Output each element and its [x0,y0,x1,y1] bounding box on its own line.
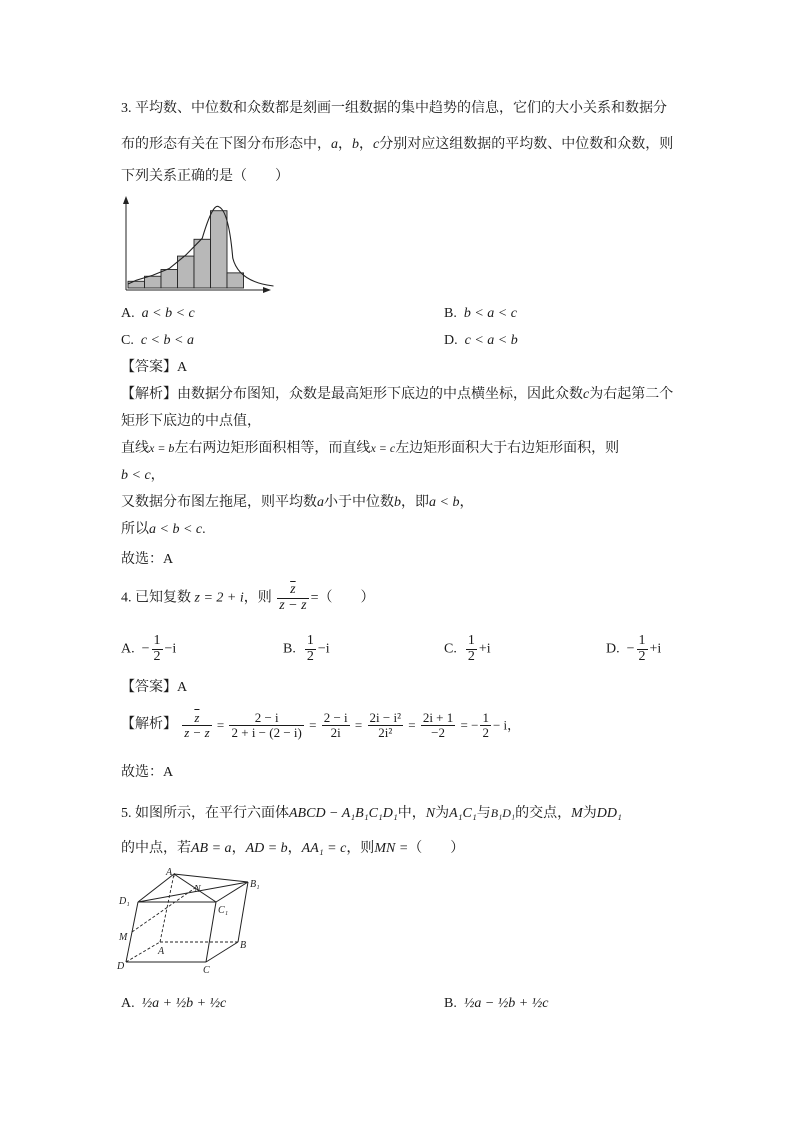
x-axis-arrow-icon [263,287,271,293]
q5-point-m: M [571,806,583,821]
fraction-denominator: z − z [184,724,210,740]
q5-solid-name: ABCD − A₁B₁C₁D₁ [289,806,398,821]
q3-answer [121,361,187,375]
q3-analysis-line5 [121,496,473,510]
q5-line2 [121,842,464,856]
fraction-denominator: 2 [467,648,475,664]
analysis-fraction [229,711,303,739]
q3-analysis-line1 [121,388,673,402]
histogram-bar [145,276,162,288]
option-label: B. [283,641,296,657]
q5-text: ，则 [346,841,375,856]
analysis-text: ， [150,468,165,483]
q4-analysis [121,711,520,739]
analysis-text: 为右起第二个 [589,387,674,402]
fraction-denominator: 2i² [378,724,393,740]
q5-text: 为 [582,806,597,821]
option-text: ½a − ½b + ½c [463,996,549,1011]
label-a: A [158,946,165,957]
analysis-fraction [480,711,491,739]
q3-line2 [121,138,673,152]
label-c: C [203,965,210,976]
q3-line3: 下列关系正确的是（ ） [121,169,289,184]
q3-line2-pre: 布的形态有关在下图分布形态中， [121,137,331,152]
option-label: B. [444,306,457,321]
q5-text: 的交点， [515,806,572,821]
fraction-numerator: $\overline{z}$ [277,583,308,599]
option-label: B. [444,996,457,1011]
q5-vector-aa1: AA₁ = c [301,841,347,856]
edge-cb [206,942,238,962]
label-b: B [240,940,247,951]
q5-text: 与 [476,806,491,821]
q4-answer [121,681,187,695]
label-n: N [194,884,201,895]
option-label: D. [606,641,620,657]
q4-option-a[interactable] [121,634,176,664]
q5-segment-dd1: DD₁ [596,806,622,821]
answer-label: 【答案】 [121,360,177,375]
q4-option-b[interactable] [283,634,330,664]
q4-z-equation: z = 2 + i [194,590,244,606]
fraction-numerator: 1 [153,633,161,648]
option-text: c < a < b [464,333,518,348]
q3-analysis-line6 [121,523,206,537]
option-fraction [152,634,163,664]
q3-analysis-line3 [121,442,619,456]
analysis-fraction [182,711,211,739]
analysis-text: 左右两边矩形面积相等，而直线 [174,441,371,456]
q3-var-c: c [373,137,380,152]
fraction-numerator: 1 [306,633,314,648]
q4-stem-fraction [277,583,308,613]
analysis-text: 左边矩形面积大于右边矩形面积，则 [395,441,620,456]
analysis-eq-xc: x = c [370,441,396,455]
q3-option-b[interactable] [444,307,517,321]
fraction-denominator: 2 [482,724,489,740]
label-a1: A₁ [166,867,176,878]
q5-text: （ ） [408,841,465,856]
fraction-denominator: 2i [330,724,341,740]
result-sign: − [471,717,479,733]
analysis-ineq: a < b [429,495,460,510]
option-tail: +i [478,641,491,657]
analysis-var-b: b [394,495,401,510]
fraction-denominator: z − z [279,597,307,613]
option-fraction [305,634,316,664]
q5-text: ， [287,841,302,856]
fraction-numerator: 2i − i² [369,710,401,725]
q5-line1 [121,807,622,821]
analysis-var-a: a [317,495,324,510]
label-m: M [119,932,128,943]
fraction-denominator: 2 [306,648,314,664]
equals-sign: = [354,717,363,733]
histogram-bar [227,273,244,288]
option-tail: −i [317,641,330,657]
q3-sep: ， [338,137,352,152]
analysis-text: 直线 [121,441,149,456]
edge-d1a1 [138,874,174,902]
option-label: C. [444,641,457,657]
histogram-bar [194,239,211,288]
q4-option-d[interactable] [606,634,661,664]
q4-prefix: 4. 已知复数 [121,590,191,606]
option-text: c < b < a [140,333,194,348]
fraction-numerator: 1 [482,710,489,725]
q5-text: 的中点，若 [121,841,191,856]
fraction-denominator: 2 + i − (2 − i) [231,724,302,740]
equals-sign: = [216,717,225,733]
q5-text: 为 [435,806,450,821]
q3-option-a[interactable] [121,307,195,321]
answer-label: 【答案】 [121,680,177,695]
q5-point-n: N [425,806,436,821]
analysis-eq-xb: x = b [149,441,175,455]
fraction-numerator: 1 [467,633,475,648]
fraction-denominator: −2 [431,724,445,740]
q4-mid: ，则 [243,590,272,606]
histogram-bar [211,211,228,288]
q5-text: ， [231,841,246,856]
q4-option-c[interactable] [444,634,491,664]
q3-line2-post: 分别对应这组数据的平均数、中位数和众数，则 [379,137,674,152]
equals-sign: = [408,717,416,733]
q3-option-c[interactable] [121,334,194,348]
histogram-bar [161,270,178,288]
option-fraction [466,634,477,664]
q3-analysis-line4 [121,469,165,483]
fraction-denominator: 2 [153,648,161,664]
option-tail: +i [649,641,662,657]
analysis-fraction [368,711,403,739]
equals-sign: = [309,717,317,733]
q5-parallelepiped-figure [114,866,274,978]
q5-text: 5. 如图所示，在平行六面体 [121,806,289,821]
option-label: D. [444,333,458,348]
analysis-label: 【解析】 [121,387,177,402]
analysis-text: 所以 [121,522,149,537]
option-text: a < b < c [141,306,195,321]
option-label: C. [121,333,134,348]
fraction-denominator: 2 [638,648,646,664]
analysis-text: ，即 [401,495,429,510]
y-axis-arrow-icon [123,196,129,204]
q4-tail: =（ ） [310,590,375,606]
option-text: ½a + ½b + ½c [141,996,227,1011]
q3-histogram-figure [118,192,278,296]
q5-text: 中， [397,806,426,821]
analysis-text: 小于中位数 [324,495,394,510]
label-d1: D₁ [119,896,130,907]
q5-vector-ab: AB = a [191,841,232,856]
q5-vector-ad: AD = b [245,841,288,856]
histogram-bars [128,211,244,288]
answer-value: A [177,680,188,695]
analysis-ineq: a < b < c [149,522,203,537]
analysis-text: 由数据分布图知，众数是最高矩形下底边的中点横坐标，因此众数 [177,387,583,402]
fraction-numerator: 2i + 1 [422,710,454,725]
analysis-fraction [421,711,455,739]
q5-segment-b1d1: B₁D₁ [490,806,516,820]
option-label: A. [121,996,135,1011]
fraction-numerator: 1 [638,633,646,648]
analysis-label: 【解析】 [121,717,177,733]
answer-value: A [177,360,188,375]
q5-option-b[interactable] [444,997,548,1011]
fraction-numerator: $\overline{z}$ [182,711,211,726]
q4-choose: 故选：A [121,765,174,780]
option-sign: − [141,641,150,657]
analysis-ineq: b < c [121,468,151,483]
option-sign: − [626,641,635,657]
q3-line1: 3. 平均数、中位数和众数都是刻画一组数据的集中趋势的信息，它们的大小关系和数据分 [121,101,667,116]
q5-vector-mn: MN = [374,841,409,856]
q3-sep: ， [359,137,373,152]
q3-choose: 故选：A [121,552,174,567]
q3-var-b: b [352,137,359,152]
q3-option-d[interactable] [444,334,518,348]
result-tail: − i， [492,717,521,733]
label-b1: B₁ [250,879,260,890]
fraction-numerator: 2 − i [229,711,303,726]
analysis-text: . [202,522,206,537]
option-label: A. [121,641,135,657]
fraction-numerator: 2 − i [323,710,348,725]
analysis-text: 又数据分布图左拖尾，则平均数 [121,495,317,510]
equals-sign: = [460,717,468,733]
q4-stem [121,583,374,613]
option-label: A. [121,306,135,321]
option-text: b < a < c [463,306,517,321]
edge-cc1 [206,902,216,962]
label-d: D [117,961,125,972]
edge-bb1 [238,882,248,942]
histogram-bar [178,256,195,288]
option-fraction [637,634,648,664]
analysis-fraction [322,711,350,739]
analysis-var-c: c [583,387,590,402]
option-tail: −i [164,641,177,657]
q5-segment-a1c1: A₁C₁ [449,806,477,821]
q5-option-a[interactable] [121,997,226,1011]
label-c1: C₁ [218,905,229,916]
q3-analysis-line2: 矩形下底边的中点值， [121,414,261,429]
hidden-edge-da [126,942,160,962]
q3-var-a: a [331,137,338,152]
analysis-text: ， [459,495,474,510]
